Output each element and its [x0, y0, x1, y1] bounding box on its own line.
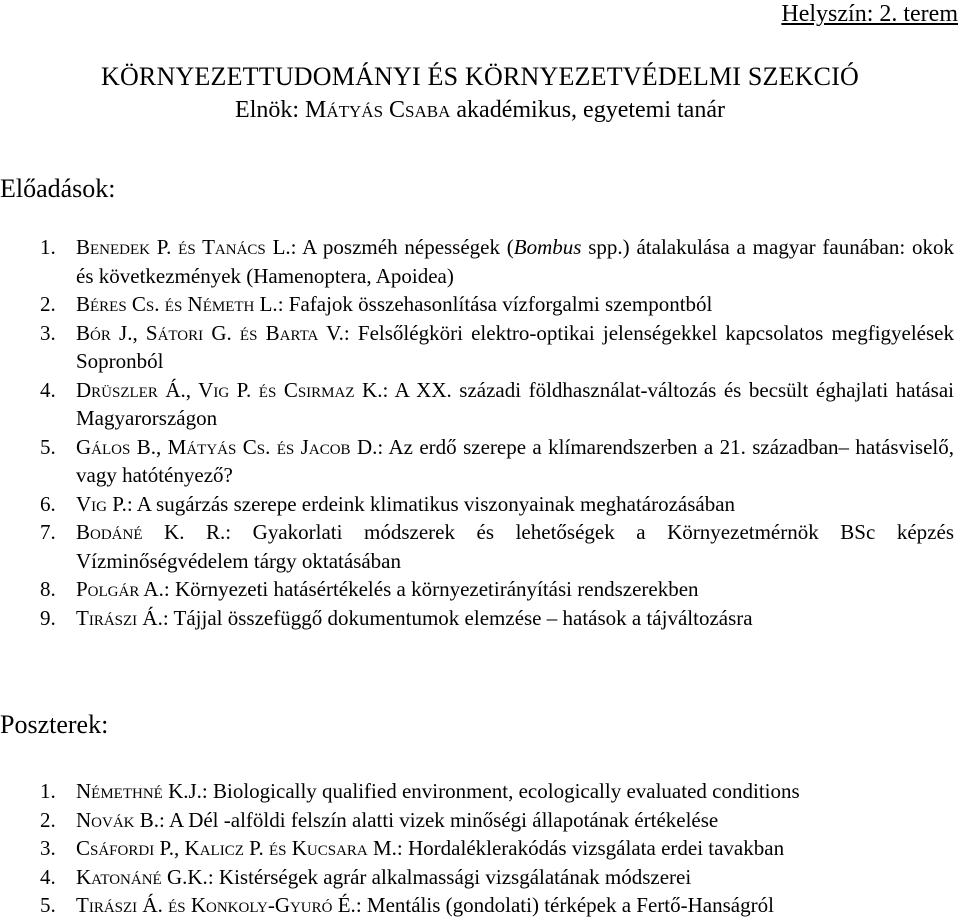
item-authors: Vig P. — [76, 491, 127, 516]
item-title: : Felsőlégköri elektro-optikai jelenségekkel kapcsolatos megfigyelések Sopronból — [76, 320, 954, 373]
item-authors: Benedek P. és Tanács L. — [76, 235, 291, 259]
item-title: Bombus — [513, 235, 582, 259]
item-title: spp.) átalakulása a magyar faunában: okok és következmények (Hamenoptera, Apoidea) — [76, 235, 955, 288]
item-number: 3. — [40, 320, 56, 345]
list-item — [40, 806, 954, 835]
section-chair — [0, 97, 960, 124]
item-title: : A poszméh népességek ( — [290, 235, 514, 259]
item-number: 1. — [40, 235, 56, 259]
item-title: : Tájjal összefüggő dokumentumok elemzése – hatások a tájváltozásra — [162, 605, 753, 630]
item-authors: Bór J., Sátori G. és Barta V. — [76, 320, 344, 345]
list-item — [40, 777, 954, 806]
item-title: : Környezeti hatásértékelés a környezetirányítási rendszerekben — [163, 577, 699, 601]
item-title: : Fafajok összehasonlítása vízforgalmi szempontból — [277, 292, 713, 316]
item-title: : Kistérségek agrár alkalmassági vizsgálatának módszerei — [207, 864, 692, 889]
list-item — [40, 863, 954, 892]
item-number: 4. — [40, 864, 56, 889]
item-number: 7. — [40, 520, 56, 544]
posters-list — [40, 777, 954, 920]
item-authors: Tirászi Á. és Konkoly-Gyuró É. — [76, 893, 356, 917]
item-number: 5. — [40, 893, 56, 917]
item-number: 6. — [40, 491, 56, 516]
posters-heading: Poszterek: — [0, 710, 109, 739]
item-number: 2. — [40, 807, 56, 832]
section-title: KÖRNYEZETTUDOMÁNYI ÉS KÖRNYEZETVÉDELMI SZEKCIÓ — [100, 62, 860, 91]
item-title: : Hordaléklerakódás vizsgálata erdei tavakban — [396, 836, 785, 860]
talks-list — [40, 233, 954, 632]
chair-prefix: Elnök: — [235, 97, 306, 123]
item-number: 2. — [40, 292, 56, 316]
item-authors: Katonáné G.K. — [76, 864, 208, 889]
list-item — [40, 433, 954, 490]
item-number: 4. — [40, 377, 56, 402]
item-number: 1. — [40, 779, 56, 803]
item-authors: Polgár A. — [76, 577, 164, 601]
item-number: 9. — [40, 605, 56, 630]
item-authors: Gálos B., Mátyás Cs. és Jacob D. — [76, 434, 378, 459]
list-item — [40, 604, 954, 633]
item-title: : A Dél -alföldi felszín alatti vizek minőségi állapotának értékelése — [159, 807, 719, 832]
talks-heading: Előadások: — [0, 174, 116, 203]
list-item — [40, 518, 954, 575]
item-number: 8. — [40, 577, 56, 601]
item-authors: Tirászi Á. — [76, 605, 163, 630]
item-title: : A XX. századi földhasználat-változás és becsült éghajlati hatásai Magyarországon — [76, 377, 954, 430]
item-title: : Mentális (gondolati) térképek a Fertő-Hanságról — [355, 893, 774, 917]
list-item — [40, 891, 954, 920]
item-authors: Csáfordi P., Kalicz P. és Kucsara M. — [76, 836, 397, 860]
location-label: Helyszín: 2. terem — [781, 1, 958, 27]
list-item — [40, 319, 954, 376]
item-number: 3. — [40, 836, 56, 860]
list-item — [40, 575, 954, 604]
item-authors: Drüszler Á., Vig P. és Csirmaz K. — [76, 377, 383, 402]
item-number: 5. — [40, 434, 56, 459]
chair-suffix: akadémikus, egyetemi tanár — [450, 97, 725, 123]
list-item — [40, 376, 954, 433]
item-title: : Gyakorlati módszerek és lehetőségek a Környezetmérnök BSc képzés Vízminőségvédelem tárgy oktatásában — [76, 520, 954, 573]
list-item — [40, 834, 954, 863]
item-title: : A sugárzás szerepe erdeink klimatikus viszonyainak meghatározásában — [126, 491, 736, 516]
item-authors: Némethné K.J. — [76, 779, 202, 803]
item-authors: Béres Cs. és Németh L. — [76, 292, 278, 316]
chair-name: Mátyás Csaba — [305, 97, 451, 123]
list-item — [40, 290, 954, 319]
list-item — [40, 233, 954, 290]
item-authors: Bodáné K. R. — [76, 520, 226, 544]
list-item — [40, 490, 954, 519]
item-title: : Az erdő szerepe a klímarendszerben a 21. században– hatásviselő, vagy hatótényező? — [76, 434, 954, 487]
item-authors: Novák B. — [76, 807, 160, 832]
item-title: : Biologically qualified environment, ecologically evaluated conditions — [201, 779, 800, 803]
